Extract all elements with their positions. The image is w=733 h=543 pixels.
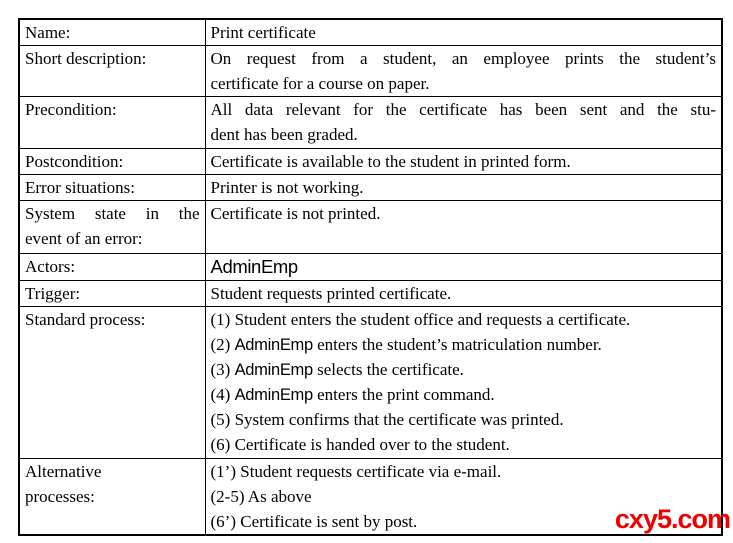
row-label-line: processes: xyxy=(25,487,95,506)
step-text: (6) Certificate is handed over to the student. xyxy=(210,435,510,454)
row-label-cell xyxy=(19,19,205,46)
precondition-line: All data relevant for the certificate has been sent and the stu- xyxy=(210,100,716,119)
actor-name: AdminEmp xyxy=(234,336,313,354)
use-case-description-table xyxy=(18,18,723,536)
row-label-line: Alternative xyxy=(25,462,102,481)
row-label: Short description: xyxy=(25,49,147,68)
table-row-standard-process xyxy=(19,307,722,459)
row-label-cell xyxy=(19,46,205,97)
row-value-cell xyxy=(205,19,722,46)
row-label-cell xyxy=(19,281,205,307)
process-step xyxy=(211,407,717,432)
row-label: Actors: xyxy=(25,257,76,276)
process-step xyxy=(211,432,717,457)
table-row-name xyxy=(19,19,722,46)
row-label-cell xyxy=(19,307,205,459)
step-text: (3) xyxy=(210,360,235,379)
actor-name: AdminEmp xyxy=(234,386,313,404)
row-value-cell xyxy=(205,281,722,307)
postcondition-text: Certificate is available to the student in printed form. xyxy=(210,152,571,171)
actor-name: AdminEmp xyxy=(210,256,298,277)
step-text: (2) xyxy=(210,335,235,354)
row-value-cell xyxy=(205,46,722,97)
table-row-short-description xyxy=(19,46,722,97)
row-label-cell xyxy=(19,201,205,254)
row-value-cell xyxy=(205,175,722,201)
row-label-cell xyxy=(19,97,205,149)
process-step xyxy=(211,332,717,357)
table-row-postcondition xyxy=(19,149,722,175)
table-row-trigger xyxy=(19,281,722,307)
alternative-step: (2-5) As above xyxy=(210,487,312,506)
precondition-line: dent has been graded. xyxy=(210,125,358,144)
short-description-line: On request from a student, an employee prints the student’s xyxy=(210,49,716,68)
row-label-line: System state in the xyxy=(25,204,200,223)
system-state-text: Certificate is not printed. xyxy=(210,204,381,223)
step-text: enters the print command. xyxy=(312,385,495,404)
row-label: Error situations: xyxy=(25,178,136,197)
row-label: Standard process: xyxy=(25,310,146,329)
row-value-cell xyxy=(205,307,722,459)
step-text: (5) System confirms that the certificate was printed. xyxy=(210,410,564,429)
error-situations-text: Printer is not working. xyxy=(210,178,364,197)
step-text: selects the certificate. xyxy=(312,360,464,379)
table-row-actors xyxy=(19,254,722,281)
row-value-cell xyxy=(205,254,722,281)
row-label: Precondition: xyxy=(25,100,117,119)
trigger-text: Student requests printed certificate. xyxy=(210,284,452,303)
row-label: Name: xyxy=(25,23,71,42)
row-label: Postcondition: xyxy=(25,152,124,171)
alternative-step: (6’) Certificate is sent by post. xyxy=(210,512,418,531)
step-text: enters the student’s matriculation number. xyxy=(312,335,602,354)
row-label-cell xyxy=(19,149,205,175)
row-value-cell xyxy=(205,201,722,254)
row-label-cell xyxy=(19,175,205,201)
watermark-text: cxy5.com xyxy=(614,504,730,534)
row-value-cell xyxy=(205,149,722,175)
short-description-line: certificate for a course on paper. xyxy=(210,74,430,93)
step-text: (4) xyxy=(210,385,235,404)
row-value-cell xyxy=(205,97,722,149)
alternative-step: (1’) Student requests certificate via e-mail. xyxy=(210,462,502,481)
row-label: Trigger: xyxy=(25,284,81,303)
table-row-precondition xyxy=(19,97,722,149)
process-step xyxy=(211,307,717,332)
use-case-name: Print certificate xyxy=(210,23,316,42)
actor-name: AdminEmp xyxy=(234,361,313,379)
process-step xyxy=(211,357,717,382)
step-text: (1) Student enters the student office and requests a certificate. xyxy=(210,310,631,329)
process-step xyxy=(211,382,717,407)
row-label-cell xyxy=(19,254,205,281)
row-label-cell xyxy=(19,459,205,536)
table-row-error-situations xyxy=(19,175,722,201)
table-row-system-state xyxy=(19,201,722,254)
row-label-line: event of an error: xyxy=(25,229,143,248)
